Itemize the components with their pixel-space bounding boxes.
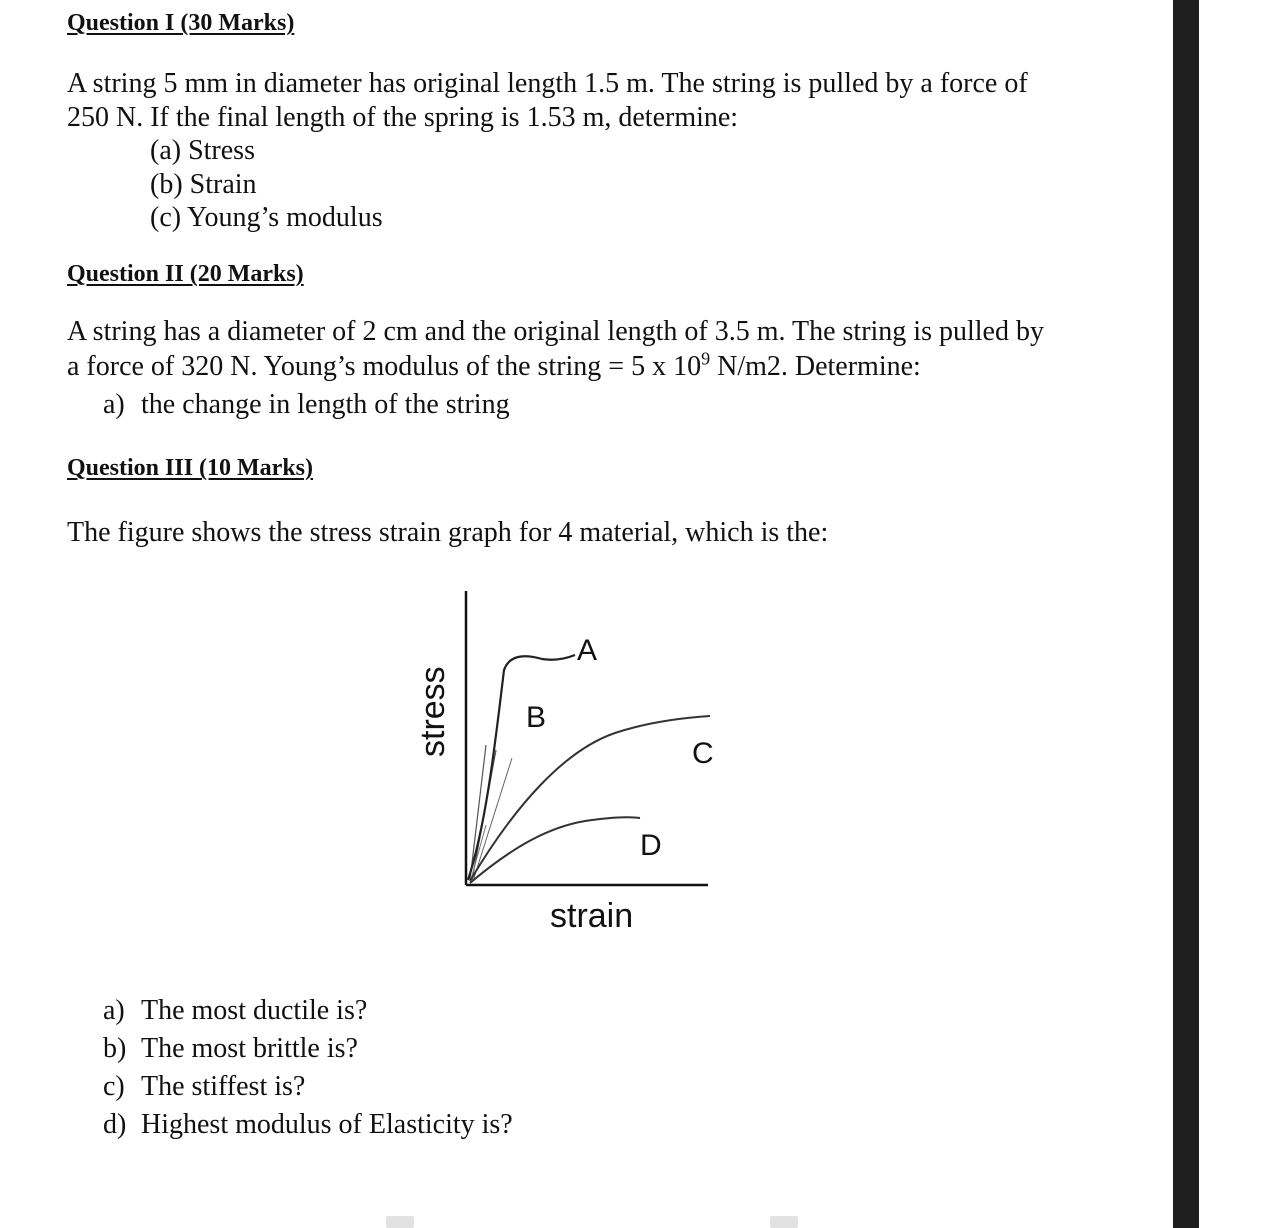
page-edge-mark-left	[386, 1216, 414, 1228]
exponent: 9	[701, 348, 711, 369]
item-marker: d)	[103, 1109, 127, 1140]
question-1-item-b: (b) Strain	[150, 169, 257, 200]
question-3-item-c	[103, 1070, 305, 1104]
question-1-text-line-1: A string 5 mm in diameter has original length 1.5 m. The string is pulled by a force of	[67, 68, 1028, 99]
question-1-heading: Question I (30 Marks)	[67, 10, 295, 36]
question-2-line-2-end: N/m2. Determine:	[710, 351, 921, 382]
question-1-item-a: (a) Stress	[150, 135, 255, 166]
y-axis-label: stress	[414, 666, 452, 757]
question-3-item-d	[103, 1108, 513, 1142]
question-3-intro: The figure shows the stress strain graph for 4 material, which is the:	[67, 517, 829, 548]
stress-strain-figure	[400, 575, 740, 945]
question-3-item-a	[103, 994, 367, 1028]
question-2-text-line-1: A string has a diameter of 2 cm and the original length of 3.5 m. The string is pulled by	[67, 316, 1044, 347]
item-text: The stiffest is?	[141, 1071, 306, 1102]
question-3-item-b	[103, 1032, 358, 1066]
question-2-text-line-2	[67, 350, 921, 384]
item-text: the change in length of the string	[141, 389, 510, 420]
item-text: The most ductile is?	[141, 995, 368, 1026]
curve-label-b: B	[526, 701, 547, 734]
curve-d	[470, 817, 640, 883]
question-3-heading: Question III (10 Marks)	[67, 455, 314, 481]
question-2-heading: Question II (20 Marks)	[67, 261, 304, 287]
elastic-line-3	[473, 758, 512, 881]
item-text: The most brittle is?	[141, 1033, 358, 1064]
item-marker: a)	[103, 389, 125, 420]
item-text: Highest modulus of Elasticity is?	[141, 1109, 513, 1140]
x-axis-label: strain	[550, 897, 634, 935]
item-marker: b)	[103, 1033, 127, 1064]
curve-label-d: D	[640, 829, 662, 862]
curve-label-c: C	[692, 737, 714, 770]
curve-label-a: A	[577, 634, 598, 667]
viewer-scrollbar[interactable]	[1173, 0, 1199, 1228]
question-1-text-line-2: 250 N. If the final length of the spring is 1.53 m, determine:	[67, 102, 739, 133]
elastic-line-4	[470, 825, 486, 883]
viewer-margin	[1199, 0, 1268, 1228]
item-marker: a)	[103, 995, 125, 1026]
page-edge-mark-right	[770, 1216, 798, 1228]
question-2-item-a	[103, 388, 510, 422]
question-1-item-c: (c) Young’s modulus	[150, 202, 383, 233]
question-2-line-2-start: a force of 320 N. Young’s modulus of the string = 5 x 10	[67, 351, 702, 382]
item-marker: c)	[103, 1071, 125, 1102]
